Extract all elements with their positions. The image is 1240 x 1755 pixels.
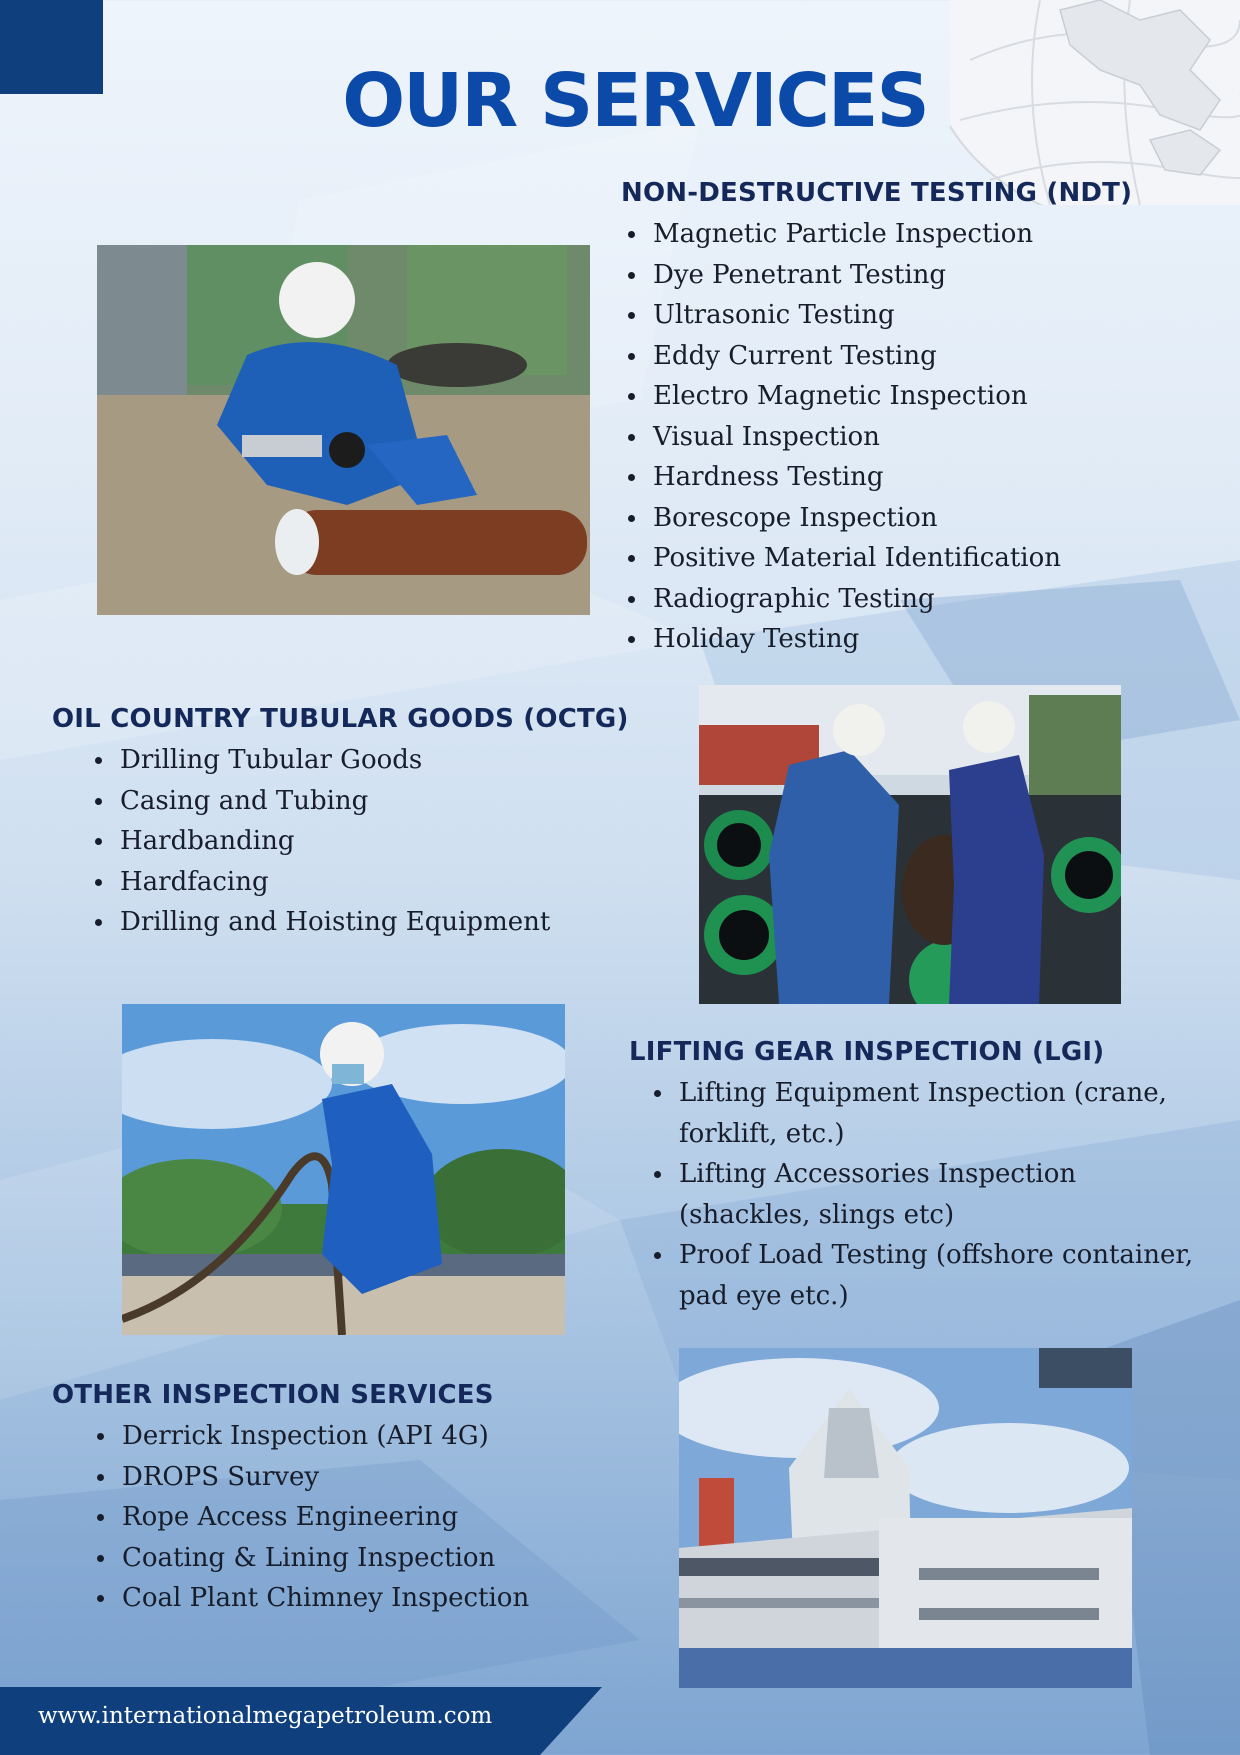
octg-list <box>52 740 629 943</box>
photo-icon <box>122 1004 565 1335</box>
workers-checking-tubulars-photo <box>699 685 1121 1004</box>
list-item: Hardness Testing <box>653 457 1132 498</box>
list-item: Lifting Equipment Inspection (crane, forklift, etc.) <box>679 1073 1199 1154</box>
list-item: Hardbanding <box>120 821 629 862</box>
list-item: Holiday Testing <box>653 619 1132 660</box>
list-item: Coating & Lining Inspection <box>122 1538 529 1579</box>
octg-heading: OIL COUNTRY TUBULAR GOODS (OCTG) <box>52 704 629 734</box>
footer-banner <box>0 1687 620 1755</box>
page-title: OUR SERVICES <box>342 58 928 144</box>
list-item: Magnetic Particle Inspection <box>653 214 1132 255</box>
list-item: Drilling and Hoisting Equipment <box>120 902 629 943</box>
list-item: Radiographic Testing <box>653 579 1132 620</box>
list-item: Electro Magnetic Inspection <box>653 376 1132 417</box>
list-item: Hardfacing <box>120 862 629 903</box>
drilling-rig-photo <box>679 1348 1132 1688</box>
ndt-list <box>621 214 1132 660</box>
lgi-heading: LIFTING GEAR INSPECTION (LGI) <box>629 1037 1105 1067</box>
photo-icon <box>699 685 1121 1004</box>
other-heading: OTHER INSPECTION SERVICES <box>52 1380 494 1410</box>
worker-with-sling-photo <box>122 1004 565 1335</box>
list-item: DROPS Survey <box>122 1457 529 1498</box>
list-item: Drilling Tubular Goods <box>120 740 629 781</box>
list-item: Dye Penetrant Testing <box>653 255 1132 296</box>
website-link[interactable]: www.internationalmegapetroleum.com <box>38 1703 493 1729</box>
list-item: Proof Load Testing (offshore container, pad eye etc.) <box>679 1235 1199 1316</box>
list-item: Visual Inspection <box>653 417 1132 458</box>
list-item: Ultrasonic Testing <box>653 295 1132 336</box>
ndt-section <box>621 178 1132 660</box>
lgi-section <box>629 1037 1199 1316</box>
octg-section <box>52 704 629 943</box>
other-list <box>52 1416 529 1619</box>
list-item: Positive Material Identification <box>653 538 1132 579</box>
list-item: Borescope Inspection <box>653 498 1132 539</box>
list-item: Coal Plant Chimney Inspection <box>122 1578 529 1619</box>
list-item: Eddy Current Testing <box>653 336 1132 377</box>
lgi-list <box>629 1073 1199 1316</box>
list-item: Derrick Inspection (API 4G) <box>122 1416 529 1457</box>
photo-icon <box>97 245 590 615</box>
photo-icon <box>679 1348 1132 1688</box>
list-item: Rope Access Engineering <box>122 1497 529 1538</box>
other-section <box>52 1380 529 1619</box>
list-item: Lifting Accessories Inspection (shackles, slings etc) <box>679 1154 1199 1235</box>
list-item: Casing and Tubing <box>120 781 629 822</box>
ndt-heading: NON-DESTRUCTIVE TESTING (NDT) <box>621 178 1133 208</box>
worker-inspecting-pipe-photo <box>97 245 590 615</box>
